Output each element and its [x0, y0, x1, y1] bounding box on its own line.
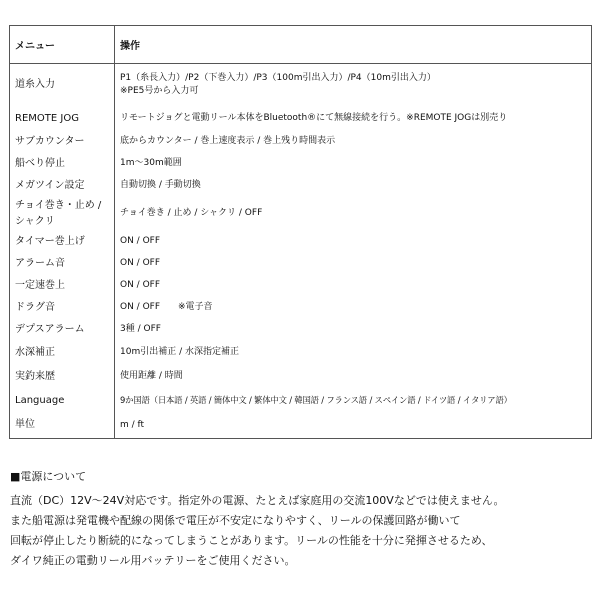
- menu-cell: 実釣来歴: [10, 365, 115, 389]
- operation-cell: 10m引出補正 / 水深指定補正: [115, 341, 592, 365]
- table-row: [10, 231, 592, 253]
- operation-note: ※電子音: [178, 302, 213, 312]
- operation-cell: 9か国語（日本語 / 英語 / 簡体中文 / 繁体中文 / 韓国語 / フランス語 / スペイン語 / ドイツ語 / イタリア語）: [115, 389, 592, 413]
- power-note-line: ダイワ純正の電動リール用バッテリーをご使用ください。: [10, 554, 296, 567]
- operation-cell: 底からカウンター / 巻上速度表示 / 巻上残り時間表示: [115, 131, 592, 153]
- power-note-line: 回転が停止したり断続的になってしまうことがあります。リールの性能を十分に発揮させるため、: [10, 534, 493, 547]
- operation-cell: 3種 / OFF: [115, 319, 592, 341]
- operation-subnote: ※PE5号から入力可: [120, 86, 199, 97]
- power-note-line: 直流（DC）12V〜24V対応です。指定外の電源、たとえば家庭用の交流100Vなどでは使えません。: [10, 494, 505, 507]
- menu-cell: メガツイン設定: [10, 175, 115, 197]
- operation-text: ON / OFF: [120, 302, 161, 312]
- operation-cell: 自動切換 / 手動切換: [115, 175, 592, 197]
- power-note-line: また船電源は発電機や配線の関係で電圧が不安定になりやすく、リールの保護回路が働いて: [10, 514, 461, 527]
- menu-cell: [10, 197, 115, 231]
- power-note: [10, 467, 590, 571]
- table-row: [10, 341, 592, 365]
- menu-cell: アラーム音: [10, 253, 115, 275]
- operation-cell: 使用距離 / 時間: [115, 365, 592, 389]
- operation-cell: チョイ巻き / 止め / シャクリ / OFF: [115, 197, 592, 231]
- operation-cell: m / ft: [115, 413, 592, 439]
- menu-cell: 船べり停止: [10, 153, 115, 175]
- table-row: [10, 413, 592, 439]
- menu-cell: Language: [10, 389, 115, 413]
- table-row: [10, 275, 592, 297]
- operation-cell: ON / OFF: [115, 231, 592, 253]
- menu-cell: REMOTE JOG: [10, 107, 115, 131]
- operation-cell: [115, 64, 592, 107]
- operation-text: P1（糸長入力）/P2（下巻入力）/P3（100m引出入力）/P4（10m引出入力）: [120, 73, 436, 84]
- operation-cell: ON / OFF: [115, 275, 592, 297]
- table-row: [10, 153, 592, 175]
- table-row: [10, 365, 592, 389]
- menu-cell: 一定速巻上: [10, 275, 115, 297]
- header-operation: 操作: [115, 26, 592, 64]
- table-row: [10, 175, 592, 197]
- menu-cell: タイマー巻上げ: [10, 231, 115, 253]
- menu-line: シャクリ: [15, 215, 55, 227]
- operation-cell: [115, 297, 592, 319]
- menu-cell: サブカウンター: [10, 131, 115, 153]
- table-row: [10, 319, 592, 341]
- operation-cell: 1m〜30m範囲: [115, 153, 592, 175]
- table-header-row: [10, 26, 592, 64]
- table-row: [10, 297, 592, 319]
- operation-cell: リモートジョグと電動リール本体をBluetooth®にて無線接続を行う。※REMOTE JOGは別売り: [115, 107, 592, 131]
- menu-cell: デプスアラーム: [10, 319, 115, 341]
- spec-table: [9, 25, 592, 439]
- operation-cell: ON / OFF: [115, 253, 592, 275]
- menu-cell: ドラグ音: [10, 297, 115, 319]
- table-row: [10, 131, 592, 153]
- table-row: [10, 253, 592, 275]
- menu-cell: 水深補正: [10, 341, 115, 365]
- menu-line: チョイ巻き・止め /: [15, 199, 102, 211]
- header-menu: メニュー: [10, 26, 115, 64]
- table-row: [10, 197, 592, 231]
- table-row: [10, 389, 592, 413]
- table-row: [10, 107, 592, 131]
- menu-cell: 道糸入力: [10, 64, 115, 107]
- menu-cell: 単位: [10, 413, 115, 439]
- table-row: [10, 64, 592, 107]
- power-note-heading: ■電源について: [10, 470, 87, 483]
